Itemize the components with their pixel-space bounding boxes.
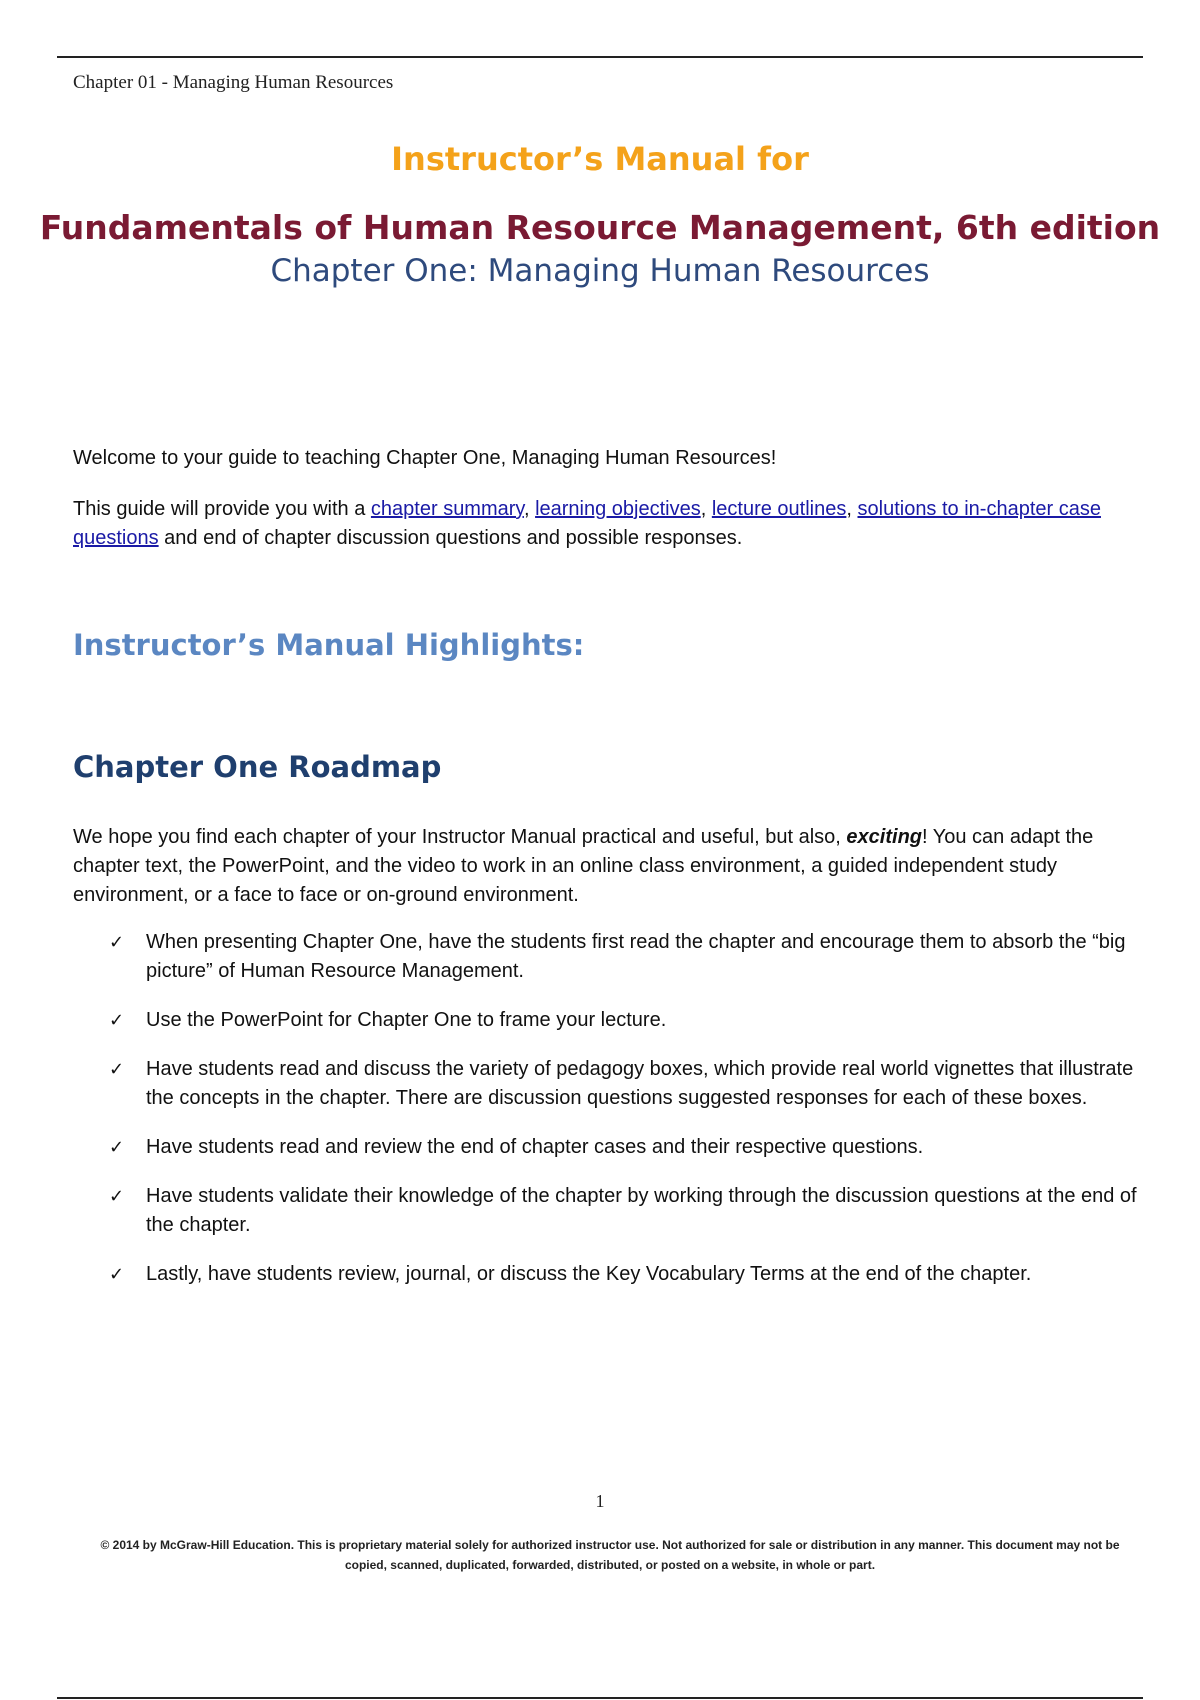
link-separator: , — [523, 498, 536, 520]
case-solutions-link[interactable]: solutions to in-chapter case questions — [73, 498, 1101, 549]
list-item-text: Lastly, have students review, journal, or discuss the Key Vocabulary Terms at the end of the chapter. — [146, 1263, 1032, 1285]
checkmark-icon: ✓ — [109, 1059, 125, 1080]
roadmap-checklist — [73, 928, 1163, 1309]
list-item — [73, 1260, 1163, 1289]
list-item — [73, 1182, 1163, 1240]
checkmark-icon: ✓ — [109, 1186, 125, 1207]
roadmap-intro-emphasis: exciting — [846, 826, 922, 848]
lecture-outlines-link[interactable]: lecture outlines — [711, 498, 847, 520]
running-header: Chapter 01 - Managing Human Resources — [73, 72, 394, 93]
guide-paragraph — [73, 495, 1163, 553]
list-item-text: Have students read and discuss the variety of pedagogy boxes, which provide real world vignettes that illustrate the concepts in the chapter. There are discussion questions suggested responses for each of these boxes. — [146, 1058, 1134, 1109]
welcome-text: Welcome to your guide to teaching Chapter One, Managing Human Resources! — [73, 447, 777, 469]
roadmap-intro-suffix: ! You can adapt the chapter text, the PowerPoint, and the video to work in an online class environment, a guided independent study environment, or a face to face or on-ground environment. — [73, 826, 1094, 906]
roadmap-intro — [73, 823, 1163, 910]
checkmark-icon: ✓ — [109, 1137, 125, 1158]
manual-title: Instructor’s Manual for — [391, 140, 809, 178]
checkmark-icon: ✓ — [109, 1264, 125, 1285]
list-item-text: When presenting Chapter One, have the students first read the chapter and encourage them to absorb the “big picture” of Human Resource Management. — [146, 931, 1126, 982]
copyright-notice: © 2014 by McGraw-Hill Education. This is proprietary material solely for authorized instructor use. Not authorized for sale or distribution in any manner. This document may not be copied, scanned, duplicated, forwarded, distributed, or posted on a website, in whole or part. — [100, 1538, 1120, 1572]
guide-suffix: and end of chapter discussion questions and possible responses. — [158, 527, 743, 549]
book-title: Fundamentals of Human Resource Management, 6th edition — [39, 208, 1161, 247]
chapter-summary-link[interactable]: chapter summary — [370, 498, 524, 520]
list-item — [73, 1133, 1163, 1162]
guide-prefix: This guide will provide you with a — [73, 498, 371, 520]
list-item — [73, 928, 1163, 986]
roadmap-intro-prefix: We hope you find each chapter of your Instructor Manual practical and useful, but also, — [73, 826, 847, 848]
chapter-title: Chapter One: Managing Human Resources — [270, 253, 930, 289]
link-separator: , — [700, 498, 712, 520]
list-item — [73, 1055, 1163, 1113]
top-rule — [57, 56, 1143, 58]
link-separator: , — [846, 498, 858, 520]
roadmap-heading: Chapter One Roadmap — [73, 750, 442, 784]
checkmark-icon: ✓ — [109, 932, 125, 953]
page-number: 1 — [595, 1491, 605, 1511]
checkmark-icon: ✓ — [109, 1010, 125, 1031]
bottom-rule — [57, 1697, 1143, 1699]
highlights-heading: Instructor’s Manual Highlights: — [73, 628, 585, 662]
list-item — [73, 1006, 1163, 1035]
list-item-text: Have students read and review the end of chapter cases and their respective questions. — [146, 1136, 924, 1158]
list-item-text: Have students validate their knowledge of the chapter by working through the discussion questions at the end of the chapter. — [146, 1185, 1137, 1236]
list-item-text: Use the PowerPoint for Chapter One to frame your lecture. — [146, 1009, 667, 1031]
learning-objectives-link[interactable]: learning objectives — [535, 498, 701, 520]
